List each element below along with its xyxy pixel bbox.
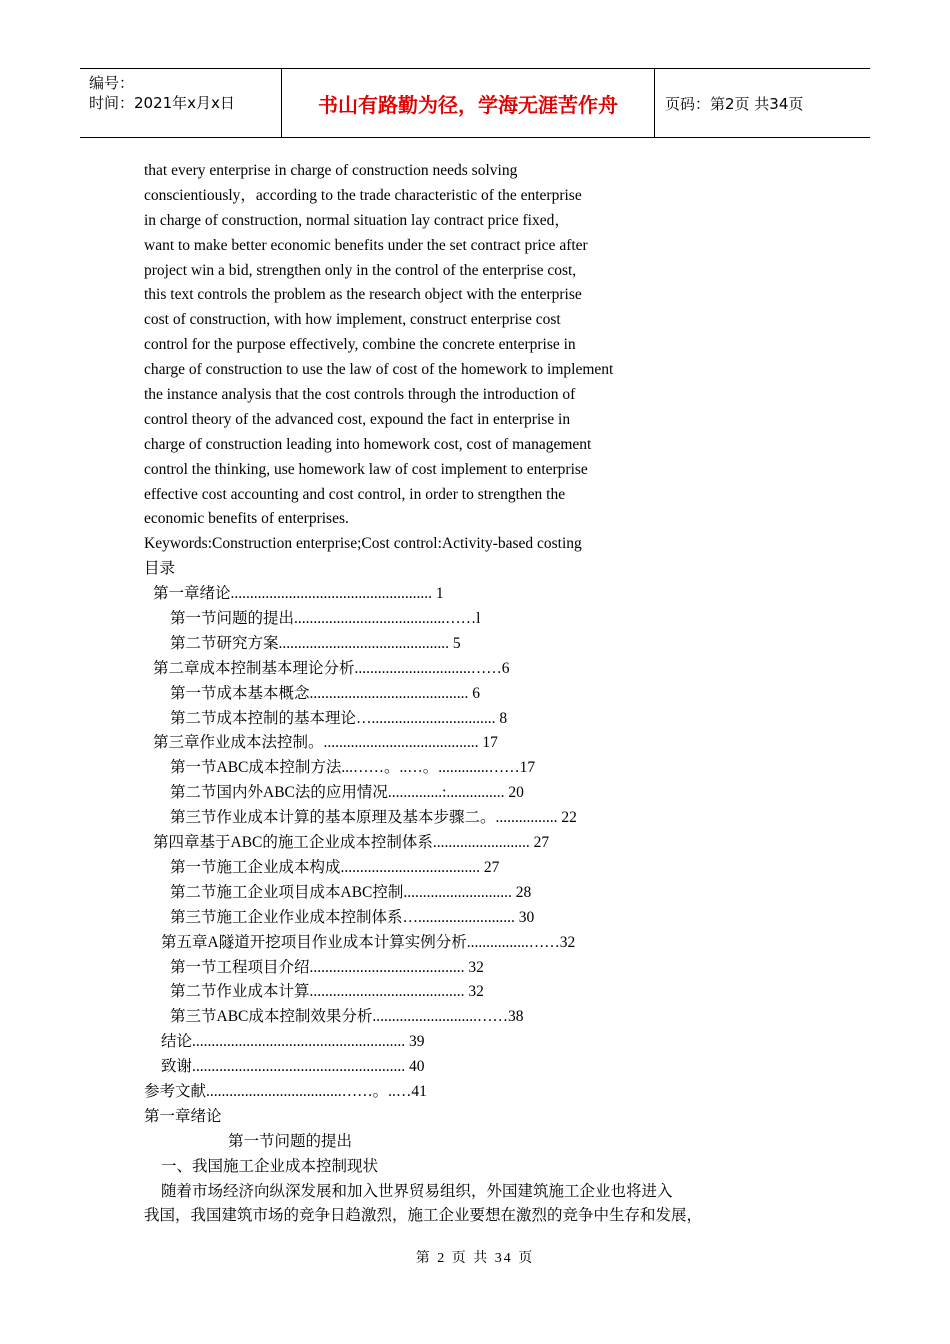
page-footer: 第 2 页 共 34 页 xyxy=(415,1251,535,1266)
abstract-line: this text controls the problem as the research object with the enterprise xyxy=(144,286,582,304)
header-page-info: 页码：第2页 共34页 xyxy=(665,94,804,113)
toc-entry: 第四章基于ABC的施工企业成本控制体系......................... 27 xyxy=(153,834,550,852)
body-paragraph-line: 随着市场经济向纵深发展和加入世界贸易组织，外国建筑施工企业也将进入 xyxy=(161,1182,673,1200)
toc-entry: 第三章作业成本法控制。........................................ 17 xyxy=(153,734,498,752)
header-number-label: 编号： xyxy=(89,74,135,92)
header-date-label: 时间：2021年x月x日 xyxy=(89,94,235,112)
header-meta-cell xyxy=(80,69,280,137)
toc-entry: 第二节研究方案............................................ 5 xyxy=(170,634,461,652)
toc-entry: 第二节成本控制的基本理论…................................ 8 xyxy=(170,709,508,727)
header-motto: 书山有路勤为径，学海无涯苦作舟 xyxy=(281,69,655,137)
toc-entry: 第一节工程项目介绍........................................ 32 xyxy=(170,958,484,976)
abstract-line: conscientiously，according to the trade characteristic of the enterprise xyxy=(144,186,582,204)
abstract-line: control theory of the advanced cost, expound the fact in enterprise in xyxy=(144,410,571,428)
abstract-line: project win a bid, strengthen only in the control of the enterprise cost, xyxy=(144,261,577,279)
abstract-line: in charge of construction, normal situation lay contract price fixed， xyxy=(144,211,570,229)
toc-entry: 第二节国内外ABC法的应用情况..............:............... 20 xyxy=(170,784,524,802)
toc-entry: 第一节施工企业成本构成.................................... 27 xyxy=(170,858,500,876)
toc-entry: 第一节成本基本概念......................................... 6 xyxy=(170,684,481,702)
page-header xyxy=(80,68,870,138)
abstract-block xyxy=(144,159,784,532)
abstract-line: cost of construction, with how implement, construct enterprise cost xyxy=(144,311,561,329)
abstract-line: want to make better economic benefits under the set contract price after xyxy=(144,236,588,254)
abstract-line: that every enterprise in charge of construction needs solving xyxy=(144,162,518,179)
toc-entry: 第三节ABC成本控制效果分析...........................……38 xyxy=(170,1008,524,1026)
section-title: 第一节问题的提出 xyxy=(228,1132,353,1150)
abstract-line: control for the purpose effectively, combine the concrete enterprise in xyxy=(144,336,576,354)
toc-entry: 第二节作业成本计算........................................ 32 xyxy=(170,983,484,1001)
body-paragraph-line: 我国，我国建筑市场的竞争日趋激烈，施工企业要想在激烈的竞争中生存和发展， xyxy=(144,1207,703,1225)
page-content xyxy=(144,159,784,1229)
keywords: Keywords:Construction enterprise;Cost control:Activity-based costing xyxy=(144,535,582,553)
abstract-line: the instance analysis that the cost controls through the introduction of xyxy=(144,386,576,404)
abstract-line: effective cost accounting and cost control, in order to strengthen the xyxy=(144,485,566,503)
toc-entry: 第一节问题的提出.......................................……l xyxy=(170,610,481,628)
header-page-cell xyxy=(654,69,870,137)
toc-entry: 第三节施工企业作业成本控制体系…......................... 30 xyxy=(170,908,535,926)
abstract-line: economic benefits of enterprises. xyxy=(144,510,349,528)
abstract-line: control the thinking, use homework law of cost implement to enterprise xyxy=(144,460,588,478)
toc-entry: 第一章绪论.................................................... 1 xyxy=(153,585,444,603)
toc-entry: 致谢....................................................... 40 xyxy=(161,1058,425,1076)
table-of-contents xyxy=(144,582,784,1105)
toc-entry: 第五章A隧道开挖项目作业成本计算实例分析................……32 xyxy=(161,933,576,951)
toc-entry: 第三节作业成本计算的基本原理及基本步骤二。................ 22 xyxy=(170,809,577,827)
chapter-title: 第一章绪论 xyxy=(144,1107,222,1125)
toc-entry: 第二章成本控制基本理论分析..............................……6 xyxy=(153,659,510,677)
toc-title: 目录 xyxy=(144,560,176,578)
toc-entry: 第二节施工企业项目成本ABC控制............................ 28 xyxy=(170,883,532,901)
abstract-line: charge of construction to use the law of cost of the homework to implement xyxy=(144,361,614,379)
subsection-title: 一、我国施工企业成本控制现状 xyxy=(161,1157,379,1175)
toc-entry: 结论....................................................... 39 xyxy=(161,1033,425,1051)
toc-entry: 第一节ABC成本控制方法...……。..…。.............……17 xyxy=(170,759,536,777)
abstract-line: charge of construction leading into homework cost, cost of management xyxy=(144,435,592,453)
toc-entry: 参考文献...................................……。..…41 xyxy=(144,1082,427,1100)
